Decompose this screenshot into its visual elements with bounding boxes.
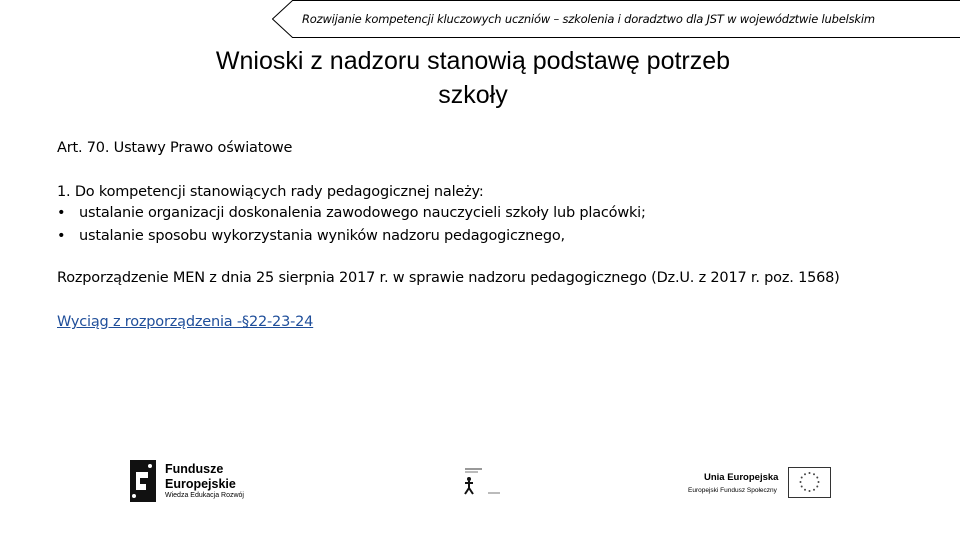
eu-flag-icon — [788, 467, 832, 499]
page-title — [0, 44, 946, 112]
bullet-marker: • — [57, 205, 66, 221]
regulation-text: Rozporządzenie MEN z dnia 25 sierpnia 2017 r. w sprawie nadzoru pedagogicznego (Dz.U. z 2017 r. poz. 1568) — [57, 270, 840, 286]
header-text: Rozwijanie kompetencji kluczowych uczniów – szkolenia i doradztwo dla JST w województwie lubelskim — [302, 12, 875, 26]
ue-logo-line2: Europejski Fundusz Społeczny — [688, 487, 777, 494]
funds-logo-icon — [128, 458, 158, 504]
list-intro: 1. Do kompetencji stanowiących rady pedagogicznej należy: — [57, 184, 484, 200]
fe-logo-line3: Wiedza Edukacja Rozwój — [165, 492, 244, 499]
page-title-line1: Wnioski z nadzoru stanowią podstawę potrzeb — [215, 47, 731, 75]
fundusze-europejskie-logo — [128, 458, 268, 506]
fe-logo-line2: Europejskie — [165, 477, 236, 491]
unia-europejska-logo — [686, 466, 836, 500]
list-item: ustalanie sposobu wykorzystania wyników nadzoru pedagogicznego, — [79, 228, 565, 244]
regulation-excerpt-link[interactable]: Wyciąg z rozporządzenia -§22-23-24 — [57, 314, 314, 330]
bullet-marker: • — [57, 228, 66, 244]
ue-logo-line1: Unia Europejska — [704, 472, 779, 483]
fe-logo-line1: Fundusze — [165, 462, 224, 476]
list-item: ustalanie organizacji doskonalenia zawodowego nauczycieli szkoły lub placówki; — [79, 205, 646, 221]
accessibility-logo — [462, 466, 504, 496]
page-title-line2: szkoły — [438, 81, 508, 109]
accessibility-logo-icon — [462, 466, 504, 496]
header-banner — [272, 0, 960, 38]
article-heading: Art. 70. Ustawy Prawo oświatowe — [57, 140, 293, 156]
